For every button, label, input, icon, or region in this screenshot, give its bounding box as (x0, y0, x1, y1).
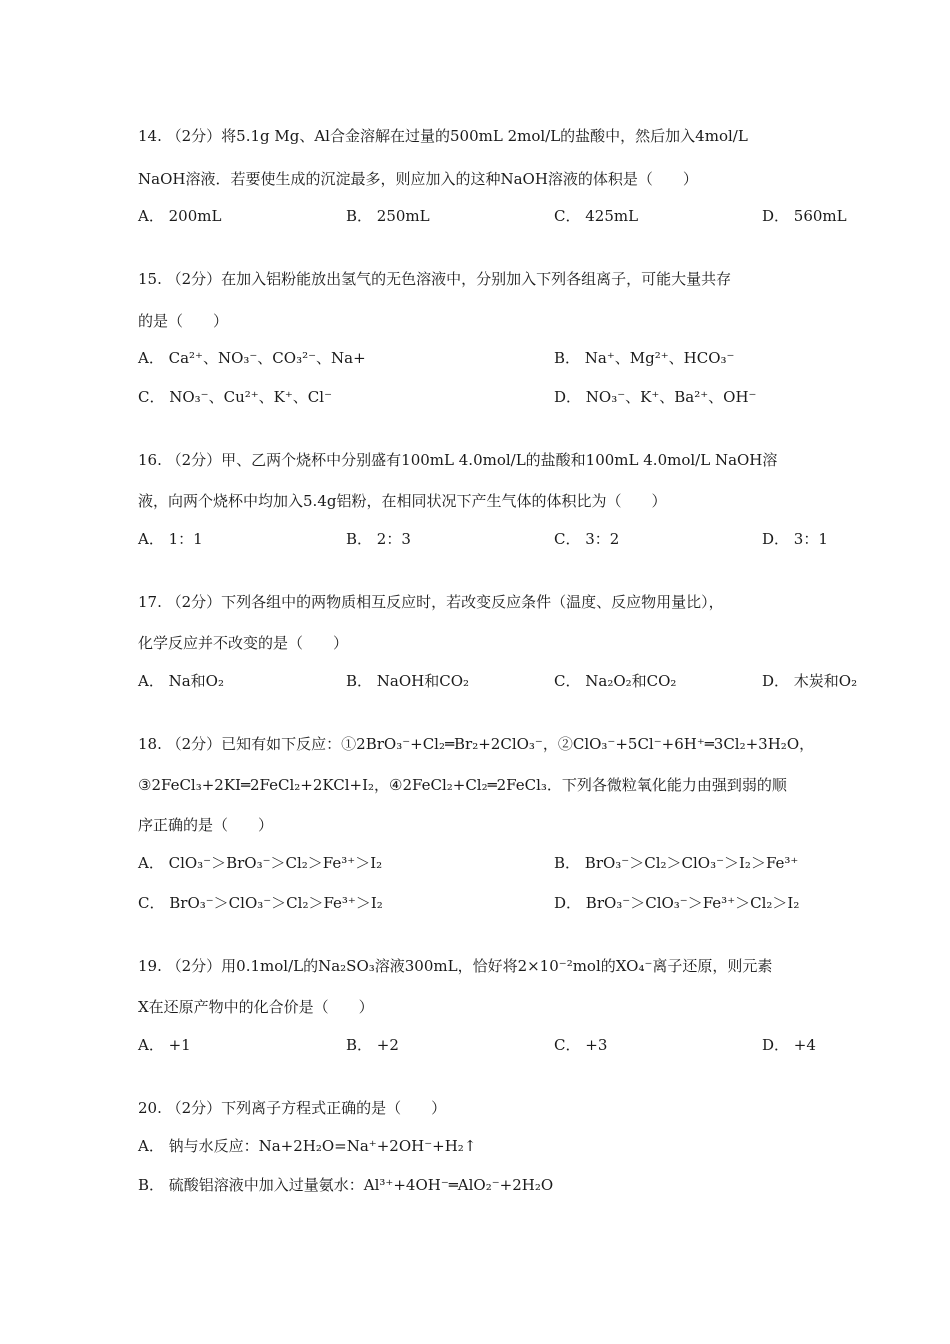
q19-stem-line2: X在还原产物中的化合价是（ ） (138, 998, 374, 1016)
q18-option-b: B． BrO₃⁻＞Cl₂＞ClO₃⁻＞I₂＞Fe³⁺ (554, 854, 799, 872)
q18-option-c: C． BrO₃⁻＞ClO₃⁻＞Cl₂＞Fe³⁺＞I₂ (138, 894, 383, 912)
q14-stem-line1: 14. （2分）将5.1g Mg、Al合金溶解在过量的500mL 2mol/L的盐酸中，然后加入4mol/L (138, 127, 748, 145)
q14-option-d: D． 560mL (762, 207, 847, 225)
q17-stem-line1: 17. （2分）下列各组中的两物质相互反应时，若改变反应条件（温度、反应物用量比）， (138, 593, 724, 611)
q16-option-d: D． 3：1 (762, 530, 828, 548)
q18-option-d: D． BrO₃⁻＞ClO₃⁻＞Fe³⁺＞Cl₂＞I₂ (554, 894, 800, 912)
q19-option-d: D． +4 (762, 1036, 816, 1054)
q15-option-b: B． Na⁺、Mg²⁺、HCO₃⁻ (554, 349, 735, 367)
q15-stem-line1: 15. （2分）在加入铝粉能放出氢气的无色溶液中，分别加入下列各组离子，可能大量共存 (138, 270, 732, 288)
q19-stem-line1: 19. （2分）用0.1mol/L的Na₂SO₃溶液300mL，恰好将2×10⁻²mol的XO₄⁻离子还原，则元素 (138, 957, 773, 975)
q14-stem-line2: NaOH溶液．若要使生成的沉淀最多，则应加入的这种NaOH溶液的体积是（ ） (138, 170, 698, 188)
q15-option-a: A． Ca²⁺、NO₃⁻、CO₃²⁻、Na+ (138, 349, 366, 367)
q16-stem-line1: 16. （2分）甲、乙两个烧杯中分别盛有100mL 4.0mol/L的盐酸和100mL 4.0mol/L NaOH溶 (138, 451, 778, 469)
q18-stem-line3: 序正确的是（ ） (138, 816, 274, 834)
q18-option-a: A． ClO₃⁻＞BrO₃⁻＞Cl₂＞Fe³⁺＞I₂ (138, 854, 383, 872)
q17-option-b: B． NaOH和CO₂ (346, 672, 470, 690)
q18-stem-line1: 18. （2分）已知有如下反应：①2BrO₃⁻+Cl₂═Br₂+2ClO₃⁻，②ClO₃⁻+5Cl⁻+6H⁺═3Cl₂+3H₂O， (138, 735, 815, 753)
q17-option-c: C． Na₂O₂和CO₂ (554, 672, 677, 690)
q19-option-a: A． +1 (138, 1036, 191, 1054)
q17-option-d: D． 木炭和O₂ (762, 672, 858, 690)
q17-stem-line2: 化学反应并不改变的是（ ） (138, 634, 349, 652)
q17-option-a: A． Na和O₂ (138, 672, 224, 690)
q20-stem-line1: 20. （2分）下列离子方程式正确的是（ ） (138, 1099, 447, 1117)
q16-option-b: B． 2：3 (346, 530, 411, 548)
q15-option-c: C． NO₃⁻、Cu²⁺、K⁺、Cl⁻ (138, 388, 332, 406)
q14-option-b: B． 250mL (346, 207, 430, 225)
q14-option-c: C． 425mL (554, 207, 639, 225)
q14-option-a: A． 200mL (138, 207, 222, 225)
q16-option-a: A． 1：1 (138, 530, 203, 548)
q15-option-d: D． NO₃⁻、K⁺、Ba²⁺、OH⁻ (554, 388, 757, 406)
q19-option-b: B． +2 (346, 1036, 399, 1054)
q20-option-b: B． 硫酸铝溶液中加入过量氨水：Al³⁺+4OH⁻═AlO₂⁻+2H₂O (138, 1176, 554, 1194)
q16-stem-line2: 液，向两个烧杯中均加入5.4g铝粉，在相同状况下产生气体的体积比为（ ） (138, 492, 667, 510)
q16-option-c: C． 3：2 (554, 530, 620, 548)
q18-stem-line2: ③2FeCl₃+2KI═2FeCl₂+2KCl+I₂，④2FeCl₂+Cl₂═2FeCl₃．下列各微粒氧化能力由强到弱的顺 (138, 776, 787, 794)
q20-option-a: A． 钠与水反应：Na+2H₂O=Na⁺+2OH⁻+H₂↑ (138, 1137, 477, 1155)
q19-option-c: C． +3 (554, 1036, 608, 1054)
q15-stem-line2: 的是（ ） (138, 312, 229, 330)
